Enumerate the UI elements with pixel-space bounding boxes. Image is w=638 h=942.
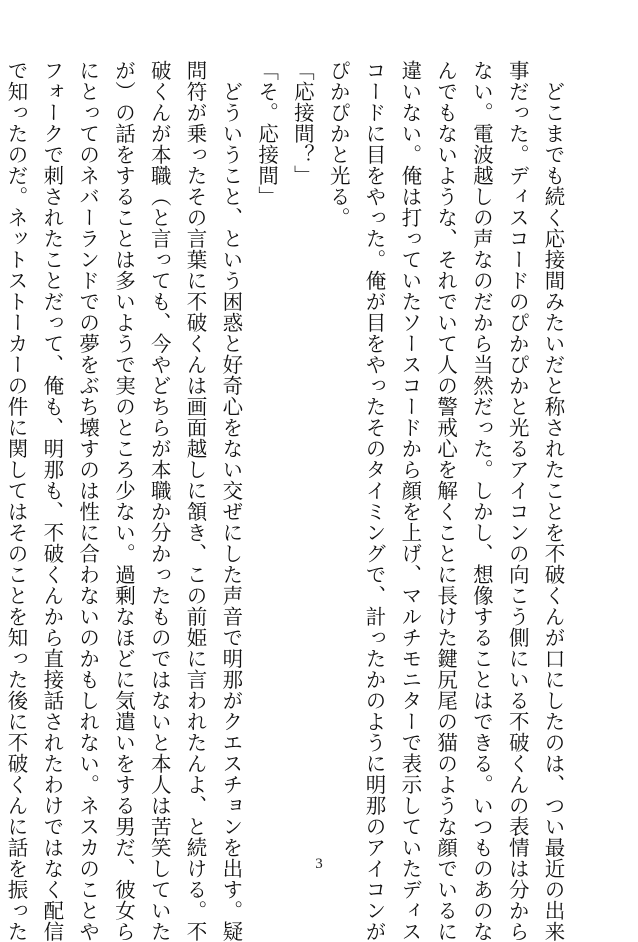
text-line-8: 「応接間？」 — [290, 60, 315, 186]
text-line-14: にとってのネバーランドでの夢をぶち壊すのは性に合わないのかもしれない。ネスカのことや — [75, 60, 100, 942]
text-line-2: 事だった。ディスコードのぴかぴかと光るアイコンの向こう側にいる不破くんの表情は分から — [505, 60, 530, 942]
text-line-16: で知ったのだ。ネットストーカーの件に関してはそのことを知った後に不破くんに話を振った — [4, 60, 29, 942]
text-line-7: ぴかぴかと光る。 — [326, 60, 351, 228]
text-line-9: 「そ。応接間」 — [254, 60, 279, 207]
page-number: 3 — [315, 856, 323, 872]
text-line-4: んでもないような、それでいて人の警戒心を解くことに長けた鍵尻尾の猫のような顔でいるに — [433, 60, 458, 942]
text-line-11: 問符が乗ったその言葉に不破くんは画面越しに頷き、この前姫に言われたんよ、と続ける。不 — [183, 60, 208, 942]
text-line-12: 破くんが本職（と言っても、今やどちらが本職か分かったものではないと本人は苦笑していた — [147, 60, 172, 942]
text-line-3: ない。電波越しの声なのだから当然だった。しかし、想像することはできる。いつものあのな — [469, 60, 494, 942]
body-text — [4, 60, 570, 942]
text-line-6: コードに目をやった。俺が目をやったそのタイミングで、計ったかのように明那のアイコンが — [362, 60, 387, 942]
text-line-13: が）の話をすることは多いようで実のところ少ない。過剰なほどに気遣いをする男だ、彼女ら — [111, 60, 136, 942]
text-line-1: どこまでも続く応接間みたいだと称されたことを不破くんが口にしたのは、つい最近の出来 — [541, 60, 565, 942]
text-line-15: フォークで刺されたことだって、俺も、明那も、不破くんから直接話されたわけではなく配信 — [39, 60, 64, 942]
text-line-5: 違いない。俺は打っていたソースコードから顔を上げ、マルチモニターで表示していたディス — [397, 60, 422, 942]
text-line-10: どういうこと、という困惑と好奇心をない交ぜにした声音で明那がクエスチョンを出す。疑 — [218, 60, 243, 942]
